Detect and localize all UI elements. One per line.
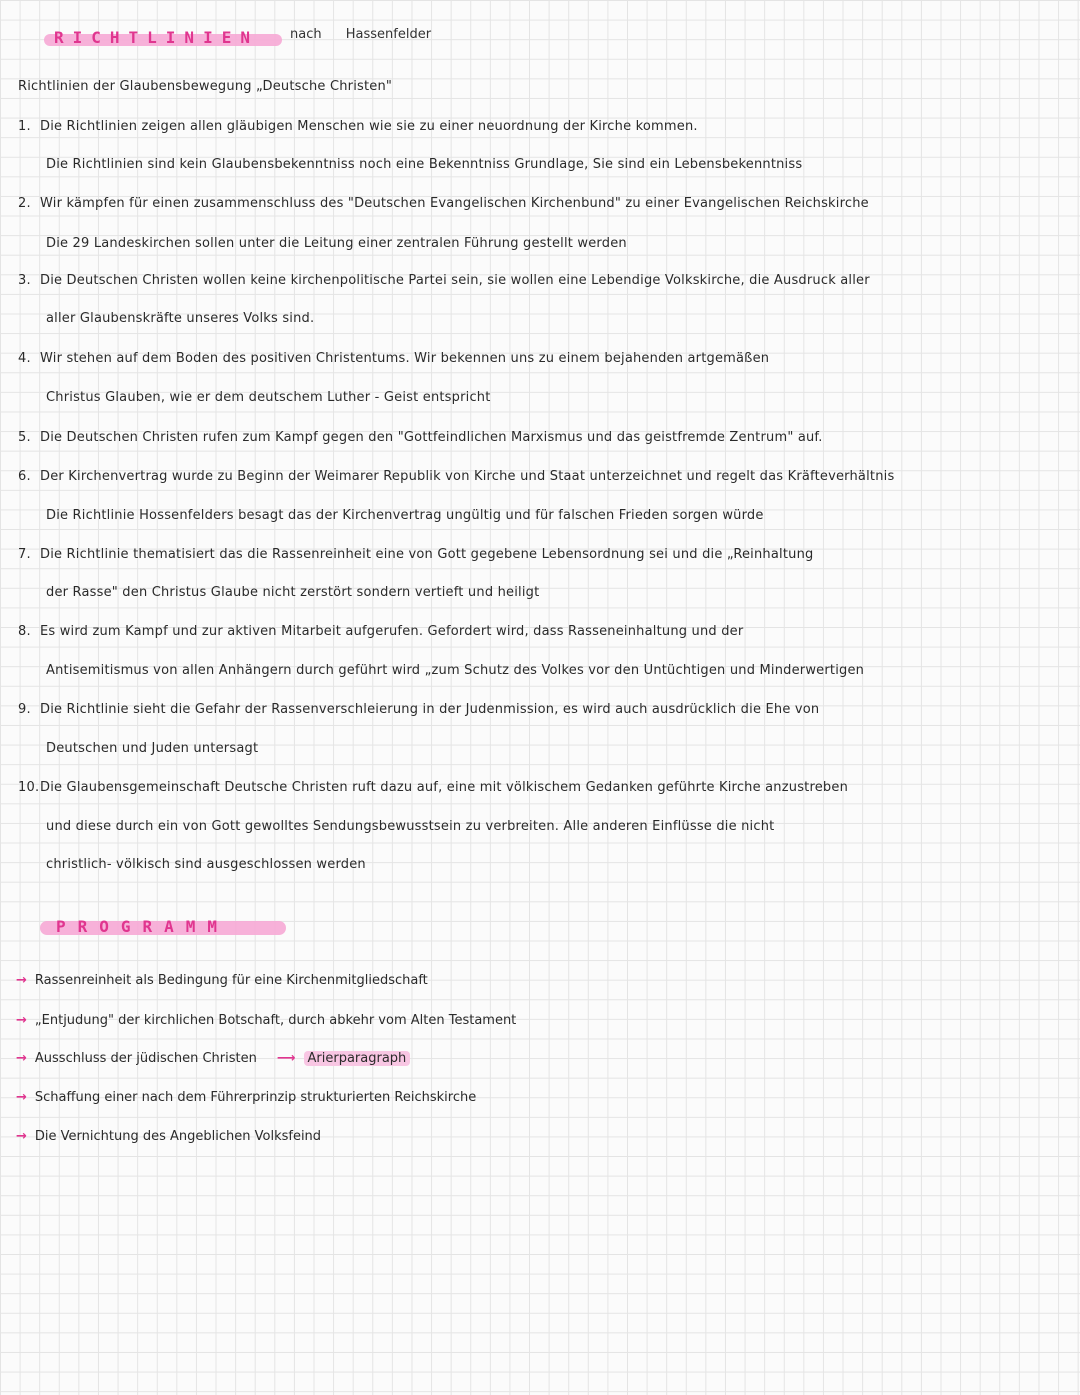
item-text: Die Deutschen Christen wollen keine kirchenpolitische Partei sein, sie wollen eine Lebendige Volkskirche, die Ausdruck aller bbox=[40, 273, 870, 288]
list-item-line bbox=[18, 156, 1020, 174]
item-text: Die Deutschen Christen rufen zum Kampf gegen den "Gottfeindlichen Marxismus und das geistfremde Zentrum" auf. bbox=[40, 430, 823, 445]
item-number: 9. bbox=[18, 702, 31, 717]
list-item-line bbox=[18, 856, 1020, 874]
program-point bbox=[16, 1012, 516, 1030]
title-suffix-word: nach bbox=[290, 27, 322, 42]
item-text: Die Richtlinie sieht die Gefahr der Rassenverschleierung in der Judenmission, es wird auch ausdrücklich die Ehe von bbox=[40, 702, 820, 717]
page-title: RICHTLINIEN bbox=[54, 27, 259, 47]
arrow-right-icon: → bbox=[16, 973, 27, 988]
item-text: Antisemitismus von allen Anhängern durch geführt wird „zum Schutz des Volkes vor den Untüchtigen und Minderwertigen bbox=[46, 663, 865, 678]
list-item-line bbox=[18, 350, 1020, 368]
program-point bbox=[16, 1050, 410, 1068]
item-text: Deutschen und Juden untersagt bbox=[46, 741, 259, 756]
item-number: 7. bbox=[18, 547, 31, 562]
list-item-line bbox=[18, 740, 1020, 758]
list-item-line bbox=[18, 310, 1020, 328]
program-point bbox=[16, 972, 428, 990]
program-text: Ausschluss der jüdischen Christen bbox=[34, 1051, 257, 1066]
item-text: und diese durch ein von Gott gewolltes Sendungsbewusstsein zu verbreiten. Alle anderen Einflüsse die nicht bbox=[46, 819, 775, 834]
item-text: Die 29 Landeskirchen sollen unter die Leitung einer zentralen Führung gestellt werden bbox=[46, 236, 627, 251]
item-text: Die Richtlinie Hossenfelders besagt das der Kirchenvertrag ungültig und für falschen Frieden sorgen würde bbox=[46, 508, 764, 523]
highlighted-term: Arierparagraph bbox=[304, 1051, 411, 1066]
arrow-right-icon: ⟶ bbox=[276, 1051, 296, 1066]
item-text: Wir stehen auf dem Boden des positiven Christentums. Wir bekennen uns zu einem bejahenden artgemäßen bbox=[40, 351, 770, 366]
list-item-line bbox=[18, 195, 1020, 213]
item-text: Die Richtlinien zeigen allen gläubigen Menschen wie sie zu einer neuordnung der Kirche kommen. bbox=[40, 119, 698, 134]
list-item-line bbox=[18, 701, 1020, 719]
program-title: PROGRAMM bbox=[56, 917, 230, 936]
program-title-highlight bbox=[40, 909, 286, 943]
subtitle: Richtlinien der Glaubensbewegung „Deutsche Christen" bbox=[18, 79, 393, 94]
item-number: 6. bbox=[18, 469, 31, 484]
list-item-line bbox=[18, 779, 1020, 797]
item-text: Es wird zum Kampf und zur aktiven Mitarbeit aufgerufen. Gefordert wird, dass Rasseneinhaltung und der bbox=[40, 624, 744, 639]
list-item-line bbox=[18, 468, 1020, 486]
program-point bbox=[16, 1128, 321, 1146]
title-highlight bbox=[44, 20, 282, 54]
program-text: Rassenreinheit als Bedingung für eine Kirchenmitgliedschaft bbox=[34, 973, 428, 988]
list-item-line bbox=[18, 429, 1020, 447]
arrow-right-icon: → bbox=[16, 1090, 27, 1105]
program-point bbox=[16, 1089, 476, 1107]
program-text: „Entjudung" der kirchlichen Botschaft, durch abkehr vom Alten Testament bbox=[34, 1013, 517, 1028]
program-text: Schaffung einer nach dem Führerprinzip strukturierten Reichskirche bbox=[34, 1090, 477, 1105]
item-number: 2. bbox=[18, 196, 31, 211]
item-text: Die Richtlinie thematisiert das die Rassenreinheit eine von Gott gegebene Lebensordnung sei und die „Reinhaltung bbox=[40, 547, 814, 562]
list-item-line bbox=[18, 662, 1020, 680]
list-item-line bbox=[18, 507, 1020, 525]
item-text: Wir kämpfen für einen zusammenschluss des "Deutschen Evangelischen Kirchenbund" zu einer Evangelischen Reichskirche bbox=[40, 196, 869, 211]
title-suffix bbox=[290, 27, 451, 42]
list-item-line bbox=[18, 235, 1020, 253]
list-item-line bbox=[18, 546, 1020, 564]
item-text: aller Glaubenskräfte unseres Volks sind. bbox=[46, 311, 315, 326]
title-suffix-name: Hassenfelder bbox=[345, 27, 432, 42]
item-number: 5. bbox=[18, 430, 31, 445]
item-text: Die Richtlinien sind kein Glaubensbekenntniss noch eine Bekenntniss Grundlage, Sie sind ein Lebensbekenntniss bbox=[46, 157, 803, 172]
list-item-line bbox=[18, 389, 1020, 407]
arrow-right-icon: → bbox=[16, 1013, 27, 1028]
arrow-right-icon: → bbox=[16, 1129, 27, 1144]
item-number: 1. bbox=[18, 119, 31, 134]
list-item-line bbox=[18, 818, 1020, 836]
item-text: christlich- völkisch sind ausgeschlossen werden bbox=[46, 857, 366, 872]
item-number: 3. bbox=[18, 273, 31, 288]
list-item-line bbox=[18, 272, 1020, 290]
item-text: Die Glaubensgemeinschaft Deutsche Christen ruft dazu auf, eine mit völkischem Gedanken geführte Kirche anzustreben bbox=[40, 780, 849, 795]
program-text: Die Vernichtung des Angeblichen Volksfeind bbox=[34, 1129, 322, 1144]
item-text: Der Kirchenvertrag wurde zu Beginn der Weimarer Republik von Kirche und Staat unterzeichnet und regelt das Kräfteverhältnis bbox=[40, 469, 895, 484]
list-item-line bbox=[18, 584, 1020, 602]
list-item-line bbox=[18, 118, 1020, 136]
arrow-right-icon: → bbox=[16, 1051, 27, 1066]
item-number: 10. bbox=[18, 780, 40, 795]
item-number: 4. bbox=[18, 351, 31, 366]
list-item-line bbox=[18, 623, 1020, 641]
item-number: 8. bbox=[18, 624, 31, 639]
item-text: Christus Glauben, wie er dem deutschem Luther - Geist entspricht bbox=[46, 390, 491, 405]
item-text: der Rasse" den Christus Glaube nicht zerstört sondern vertieft und heiligt bbox=[46, 585, 540, 600]
